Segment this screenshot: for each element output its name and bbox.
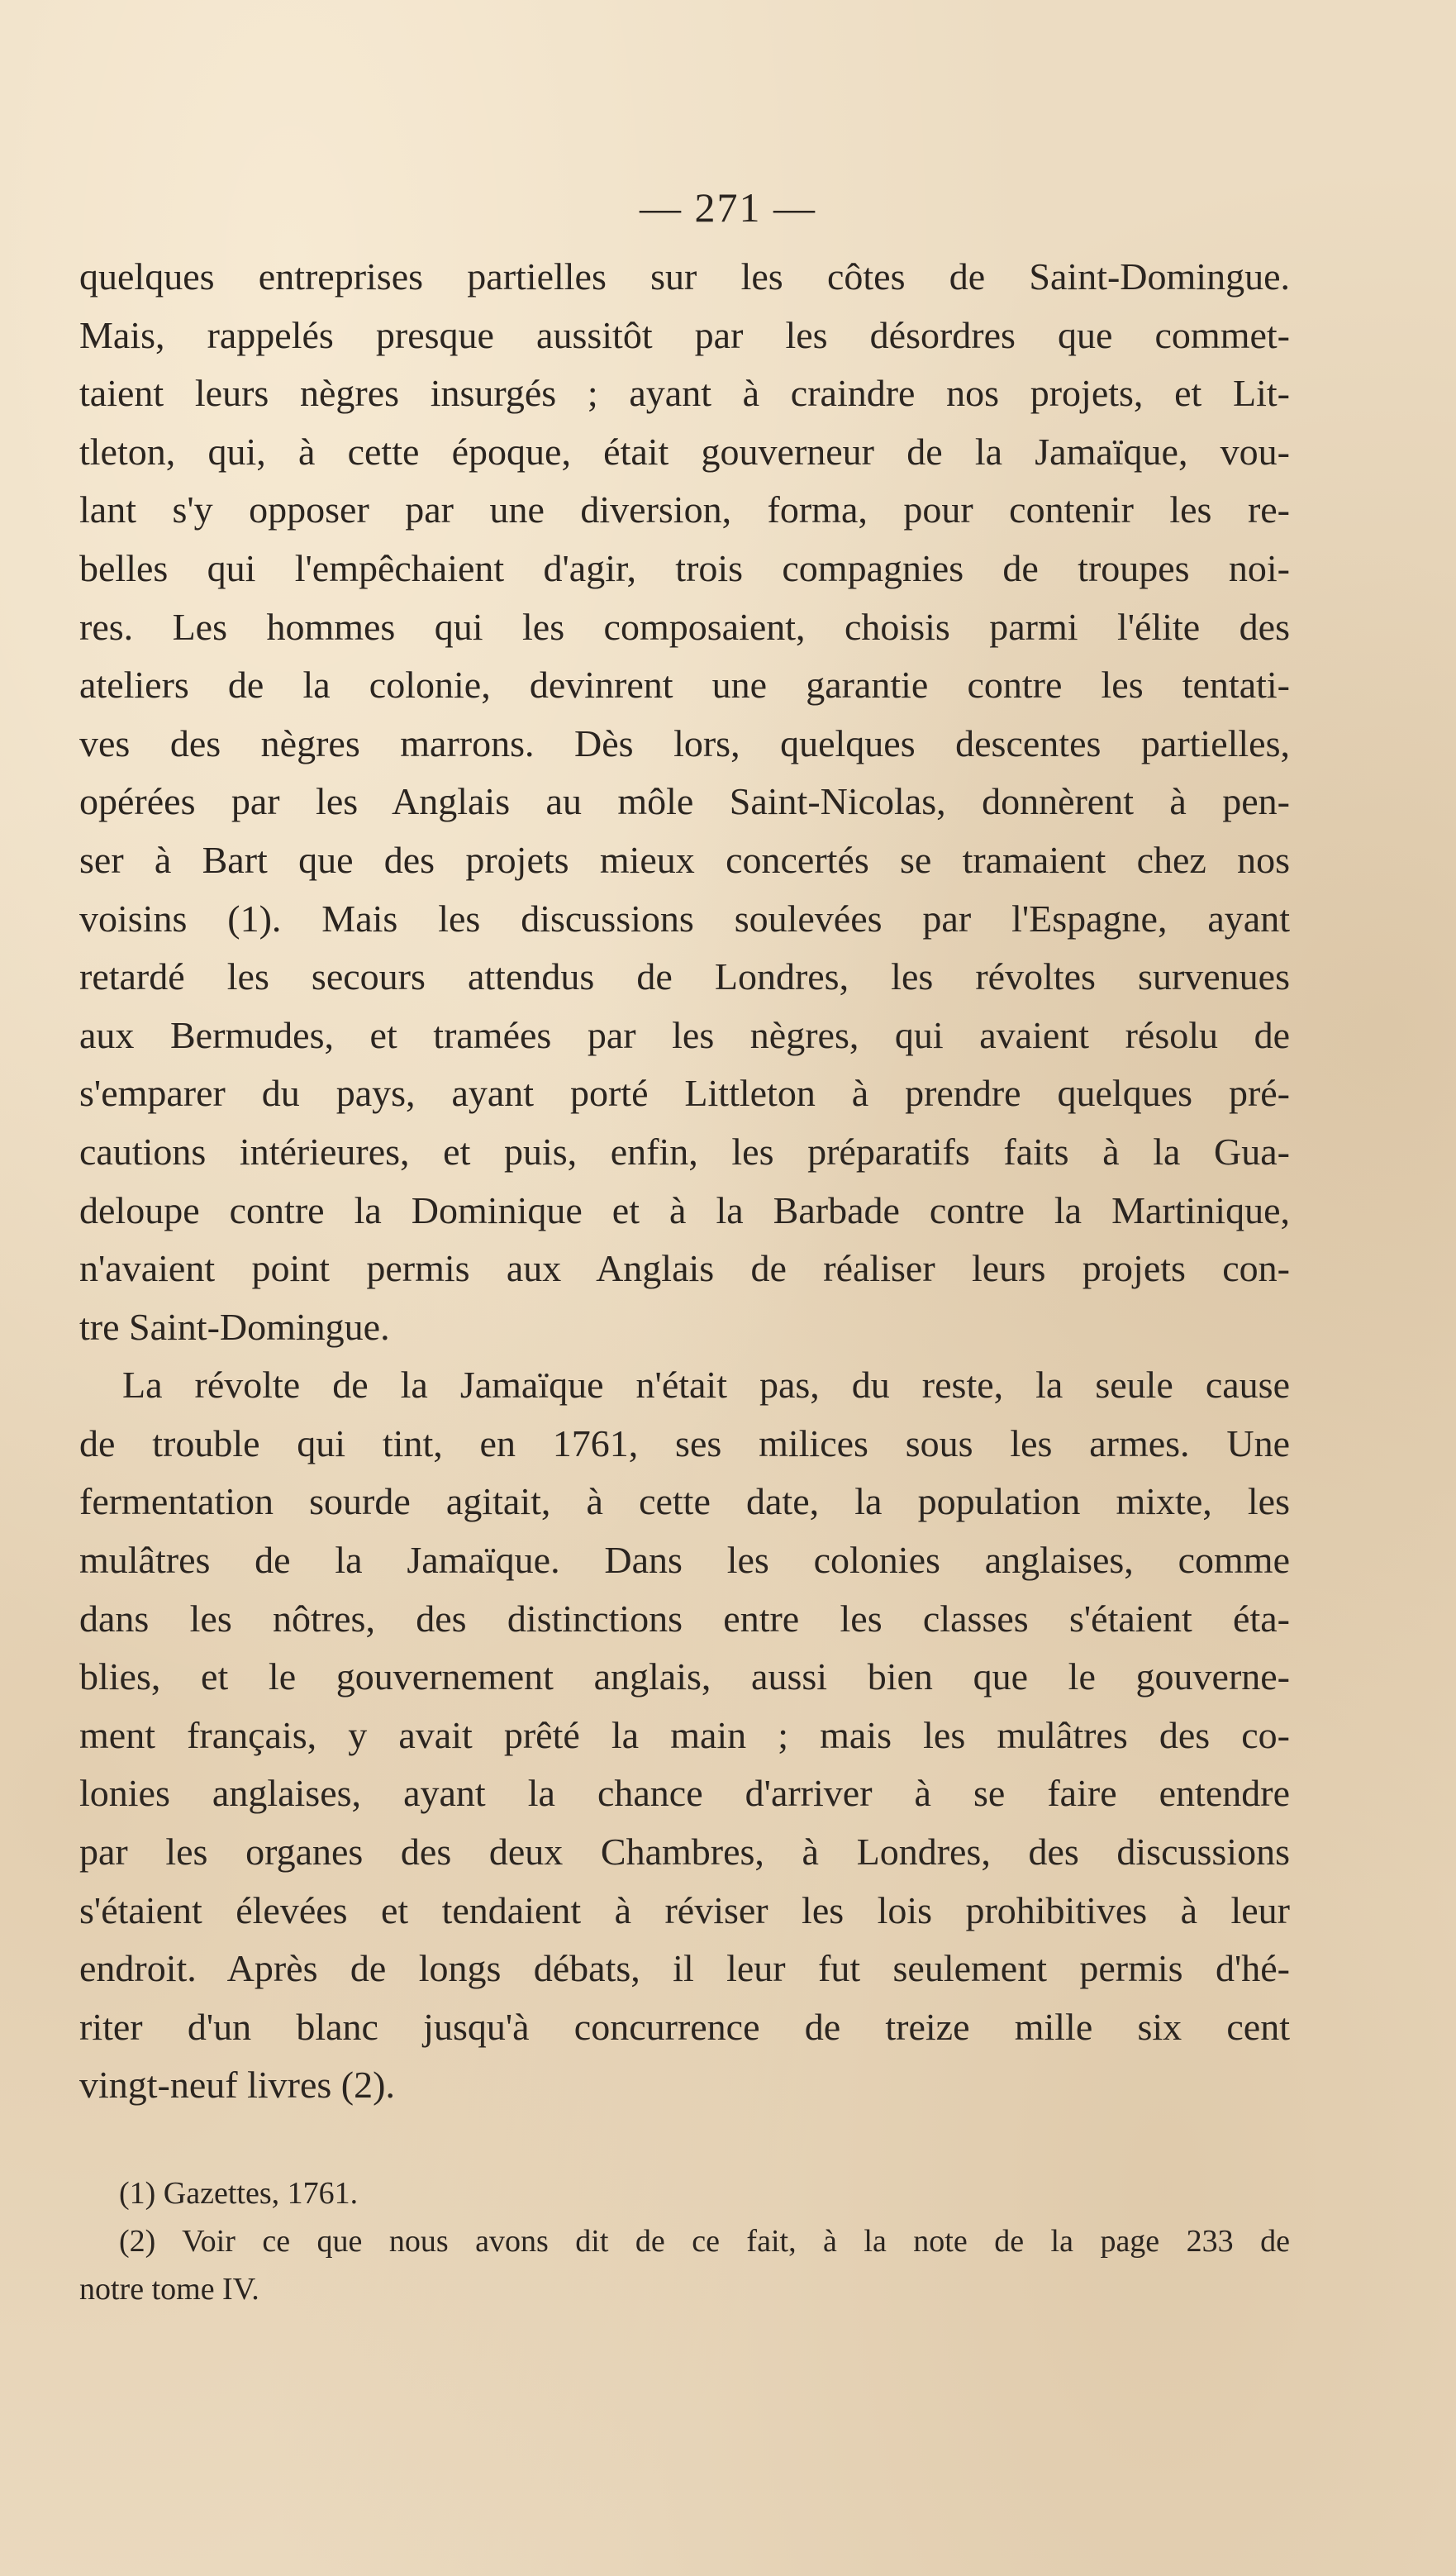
text-line: endroit. Après de longs débats, il leur fut seulement permis d'hé-: [79, 1947, 1290, 1990]
text-line: res. Les hommes qui les composaient, choisis parmi l'élite des: [79, 605, 1290, 648]
text-line: vingt-neuf livres (2).: [79, 2064, 395, 2107]
text-line: ment français, y avait prêté la main ; mais les mulâtres des co-: [79, 1713, 1290, 1756]
text-line: quelques entreprises partielles sur les côtes de Saint-Domingue.: [79, 255, 1290, 298]
text-line: Mais, rappelés presque aussitôt par les désordres que commet-: [79, 313, 1290, 356]
text-line: n'avaient point permis aux Anglais de réaliser leurs projets con-: [79, 1247, 1290, 1290]
text-line: deloupe contre la Dominique et à la Barbade contre la Martinique,: [79, 1188, 1290, 1231]
text-line: lonies anglaises, ayant la chance d'arriver à se faire entendre: [79, 1772, 1290, 1815]
text-line: voisins (1). Mais les discussions soulevées par l'Espagne, ayant: [79, 897, 1290, 940]
text-line: dans les nôtres, des distinctions entre les classes s'étaient éta-: [79, 1597, 1290, 1640]
text-line: retardé les secours attendus de Londres, les révoltes survenues: [79, 955, 1290, 998]
text-line: de trouble qui tint, en 1761, ses milices sous les armes. Une: [79, 1421, 1290, 1464]
footnote-1: (1) Gazettes, 1761.: [119, 2176, 359, 2211]
footnote-2: (2) Voir ce que nous avons dit de ce fait, à la note de la page 233 de: [119, 2224, 1290, 2259]
text-line: ser à Bart que des projets mieux concertés se tramaient chez nos: [79, 838, 1290, 881]
text-line: tleton, qui, à cette époque, était gouverneur de la Jamaïque, vou-: [79, 430, 1290, 473]
text-line: aux Bermudes, et tramées par les nègres, qui avaient résolu de: [79, 1013, 1290, 1056]
text-line: tre Saint-Domingue.: [79, 1305, 390, 1348]
text-line: blies, et le gouvernement anglais, aussi bien que le gouverne-: [79, 1655, 1290, 1698]
text-line: opérées par les Anglais au môle Saint-Nicolas, donnèrent à pen-: [79, 780, 1290, 823]
page-number-header: — 271 —: [640, 184, 816, 231]
text-line: taient leurs nègres insurgés ; ayant à craindre nos projets, et Lit-: [79, 372, 1290, 415]
footnotes: [79, 2169, 1290, 2313]
text-line: cautions intérieures, et puis, enfin, les préparatifs faits à la Gua-: [79, 1130, 1290, 1173]
text-line: ateliers de la colonie, devinrent une garantie contre les tentati-: [79, 664, 1290, 707]
text-line: ves des nègres marrons. Dès lors, quelques descentes partielles,: [79, 721, 1290, 764]
text-line: fermentation sourde agitait, à cette date, la population mixte, les: [79, 1480, 1290, 1523]
text-line: par les organes des deux Chambres, à Londres, des discussions: [79, 1831, 1290, 1874]
body-text: [79, 248, 1290, 2115]
paragraph-start-line: La révolte de la Jamaïque n'était pas, du reste, la seule cause: [122, 1364, 1290, 1407]
text-line: s'étaient élevées et tendaient à réviser les lois prohibitives à leur: [79, 1888, 1290, 1931]
text-line: riter d'un blanc jusqu'à concurrence de treize mille six cent: [79, 2005, 1290, 2048]
footnote-2-continuation: notre tome IV.: [79, 2272, 259, 2307]
text-line: belles qui l'empêchaient d'agir, trois compagnies de troupes noi-: [79, 546, 1290, 589]
text-line: mulâtres de la Jamaïque. Dans les colonies anglaises, comme: [79, 1539, 1290, 1582]
text-line: s'emparer du pays, ayant porté Littleton à prendre quelques pré-: [79, 1072, 1290, 1115]
text-line: lant s'y opposer par une diversion, forma, pour contenir les re-: [79, 488, 1290, 531]
